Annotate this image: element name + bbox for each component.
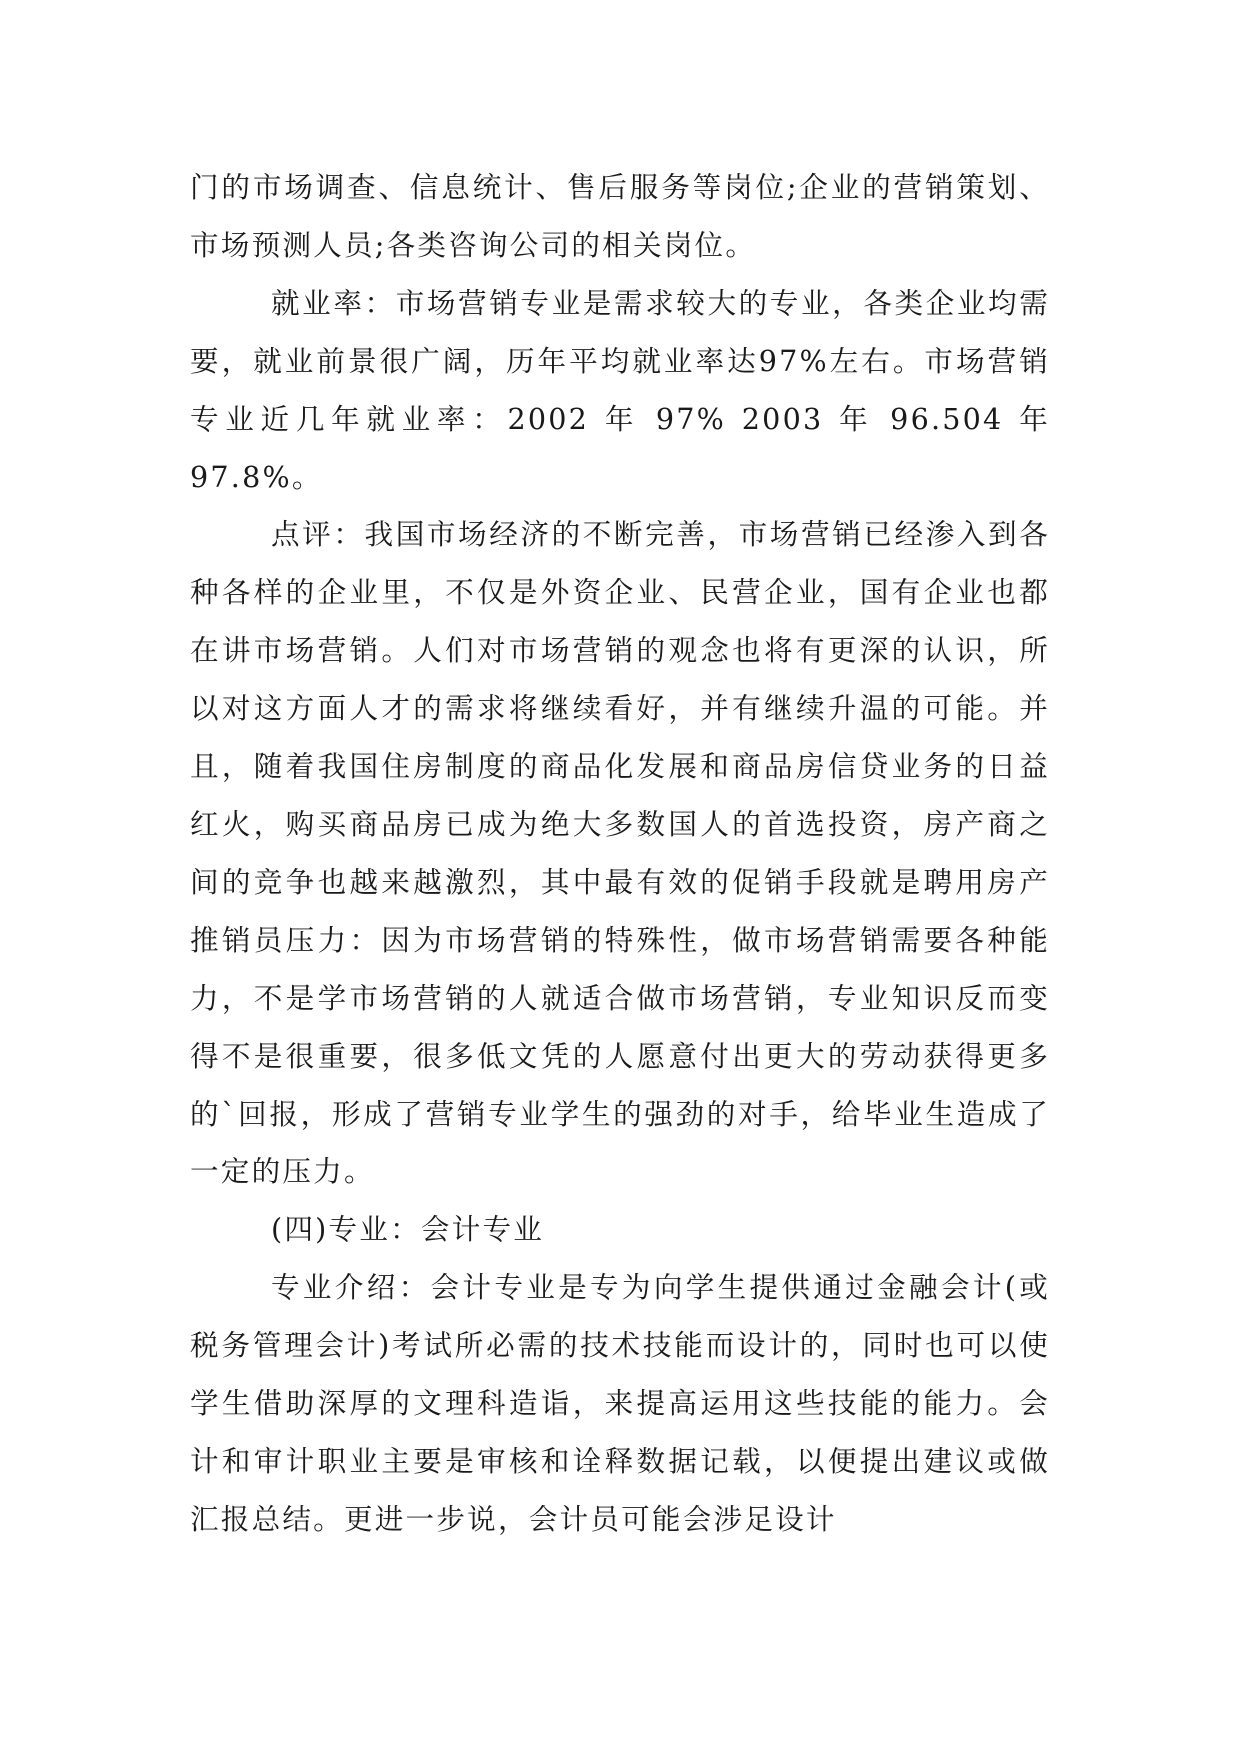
paragraph-job-positions: 门的市场调查、信息统计、售后服务等岗位;企业的营销策划、市场预测人员;各类咨询公司的相关岗位。 [190, 170, 1050, 262]
paragraph-commentary: 点评：我国市场经济的不断完善，市场营销已经渗入到各种各样的企业里，不仅是外资企业、民营企业，国有企业也都在讲市场营销。人们对市场营销的观念也将有更深的认识，所以对这方面人才的需求将继续看好，并有继续升温的可能。并且，随着我国住房制度的商品化发展和商品房信贷业务的日益红火，购买商品房已成为绝大多数国人的首选投资，房产商之间的竞争也越来越激烈，其中最有效的促销手段就是聘用房产推销员压力：因为市场营销的特殊性，做市场营销需要各种能力，不是学市场营销的人就适合做市场营销，专业知识反而变得不是很重要，很多低文凭的人愿意付出更大的劳动获得更多的`回报，形成了营销专业学生的强劲的对手，给毕业生造成了一定的压力。 [190, 517, 1050, 1189]
document-body [190, 159, 1050, 1549]
paragraph-employment-rate: 就业率：市场营销专业是需求较大的专业，各类企业均需要，就业前景很广阔，历年平均就业率达97%左右。市场营销专业近几年就业率：2002 年 97% 2003 年 96.504 年97.8%。 [190, 285, 1050, 494]
section-heading-accounting: (四)专业：会计专业 [271, 1212, 545, 1247]
paragraph-accounting-intro: 专业介绍：会计专业是专为向学生提供通过金融会计(或税务管理会计)考试所必需的技术技能而设计的，同时也可以使学生借助深厚的文理科造诣，来提高运用这些技能的能力。会计和审计职业主要是审核和诠释数据记载，以便提出建议或做汇报总结。更进一步说，会计员可能会涉足设计 [190, 1270, 1050, 1536]
